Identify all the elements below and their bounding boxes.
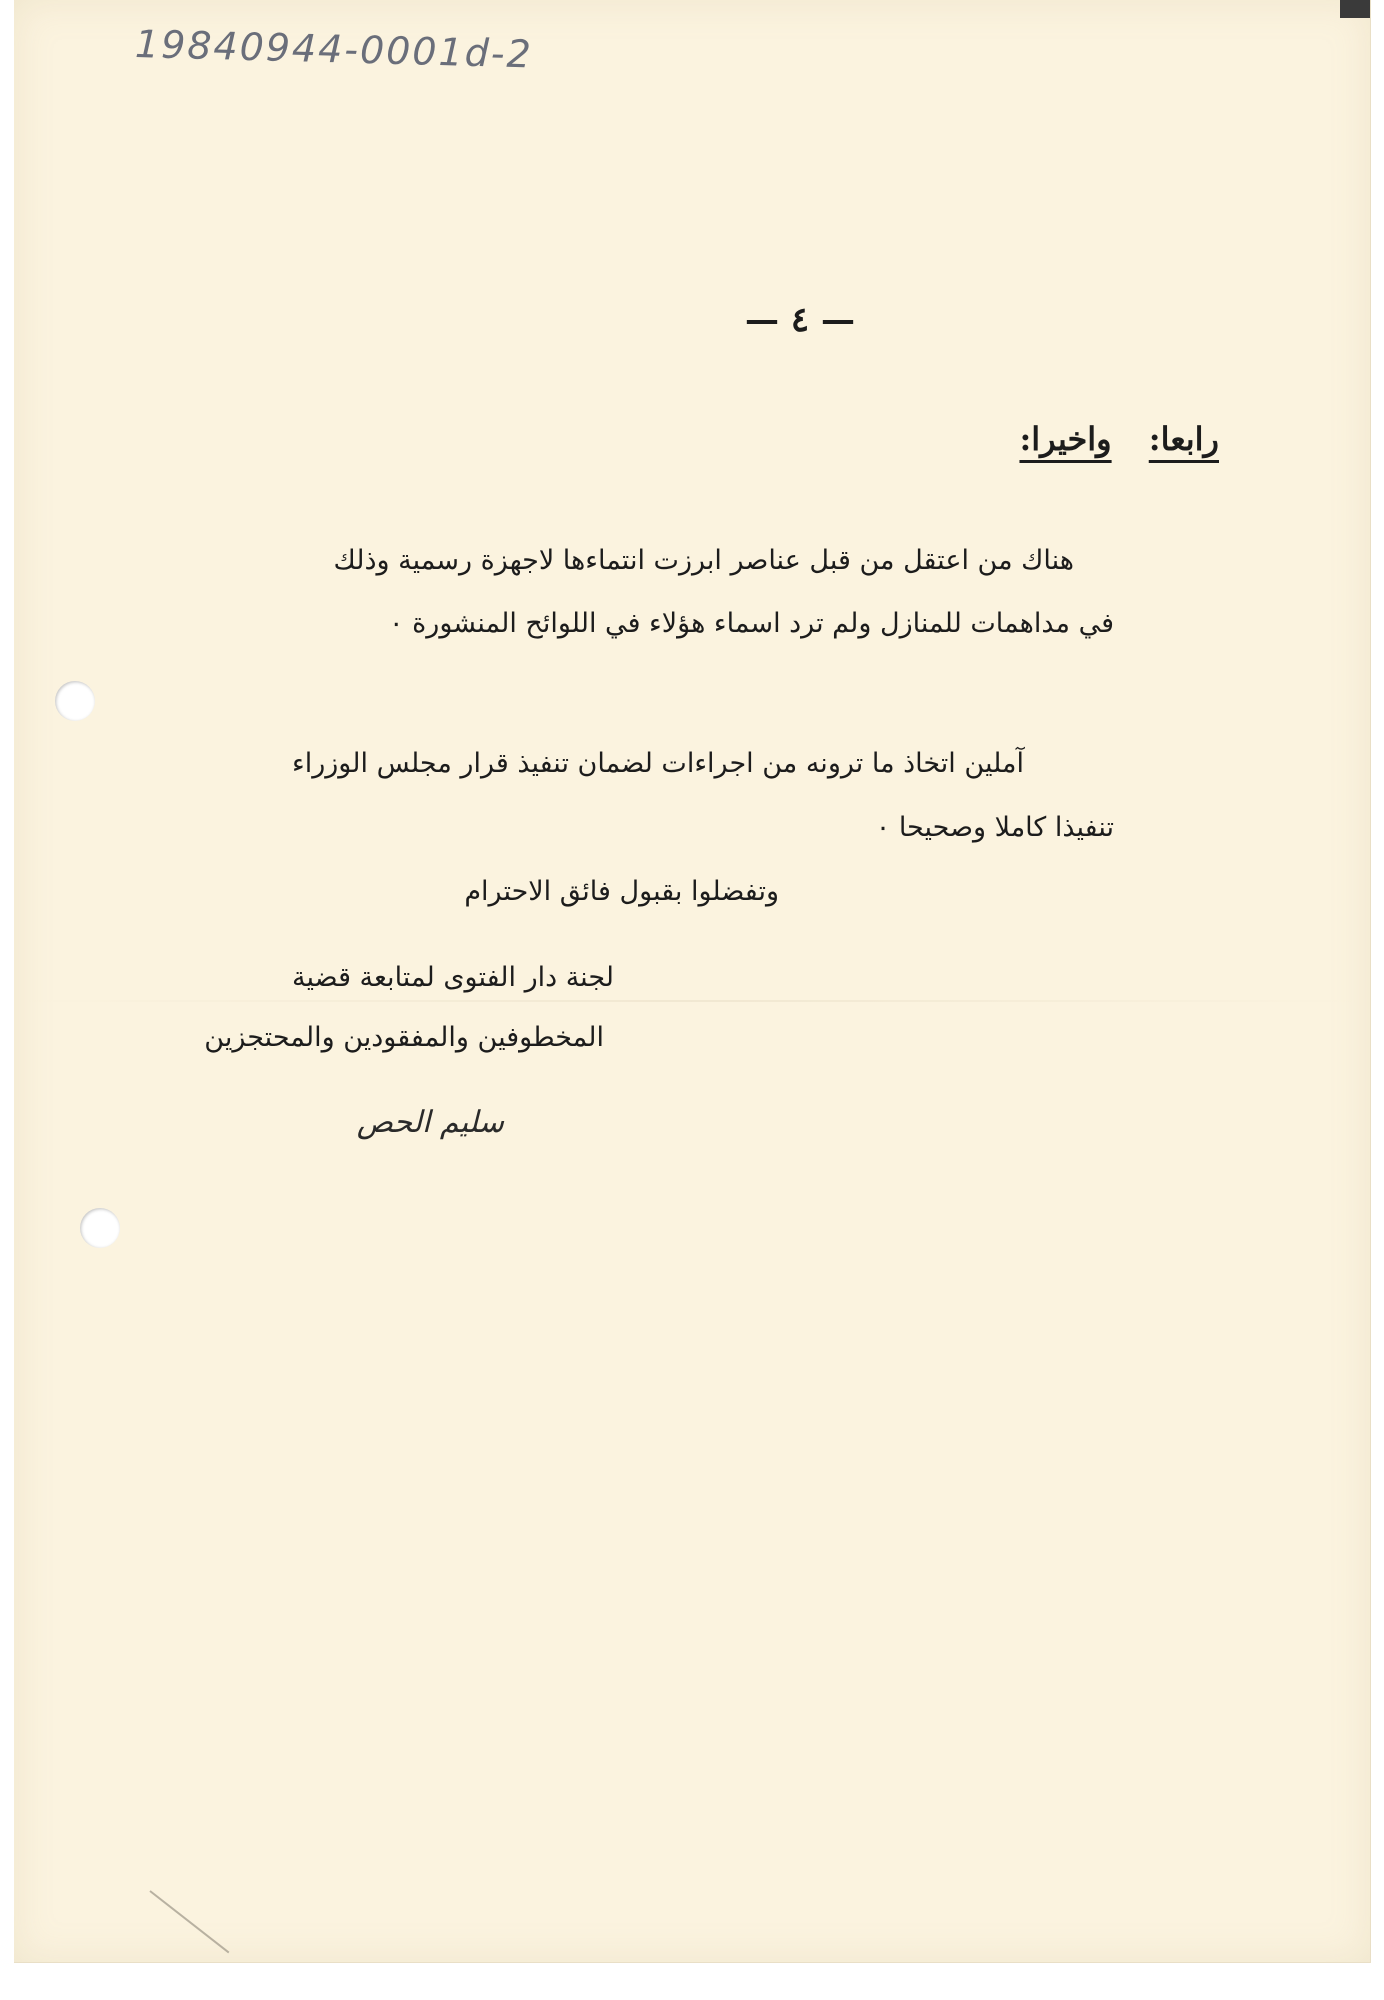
paragraph1-line1: هناك من اعتقل من قبل عناصر ابرزت انتماءها لاجهزة رسمية وذلك	[333, 545, 1074, 576]
paragraph1-line2: في مداهمات للمنازل ولم ترد اسماء هؤلاء في اللوائح المنشورة ٠	[389, 608, 1114, 639]
committee-name-line2: المخطوفين والمفقودين والمحتجزين	[204, 1022, 604, 1053]
section-heading	[1019, 420, 1219, 458]
closing-salutation: وتفضلوا بقبول فائق الاحترام	[464, 876, 779, 907]
archive-reference-number: 19840944-0001d-2	[134, 22, 534, 77]
committee-name-line1: لجنة دار الفتوى لمتابعة قضية	[292, 962, 614, 993]
document-page	[14, 0, 1371, 1963]
paragraph2-line1: آملين اتخاذ ما ترونه من اجراءات لضمان تنفيذ قرار مجلس الوزراء	[292, 748, 1024, 779]
punch-hole-top	[55, 681, 95, 721]
page-number: — ٤ —	[745, 300, 855, 340]
heading-word-finally: واخيرا:	[1019, 420, 1112, 458]
scan-edge-artifact	[1340, 0, 1370, 18]
signature: سليم الحص	[356, 1105, 504, 1140]
paragraph2-line2: تنفيذا كاملا وصحيحا ٠	[875, 812, 1114, 843]
heading-word-fourth: رابعا:	[1148, 420, 1219, 458]
punch-hole-bottom	[80, 1208, 120, 1248]
paper-fold-line	[14, 1000, 1370, 1002]
